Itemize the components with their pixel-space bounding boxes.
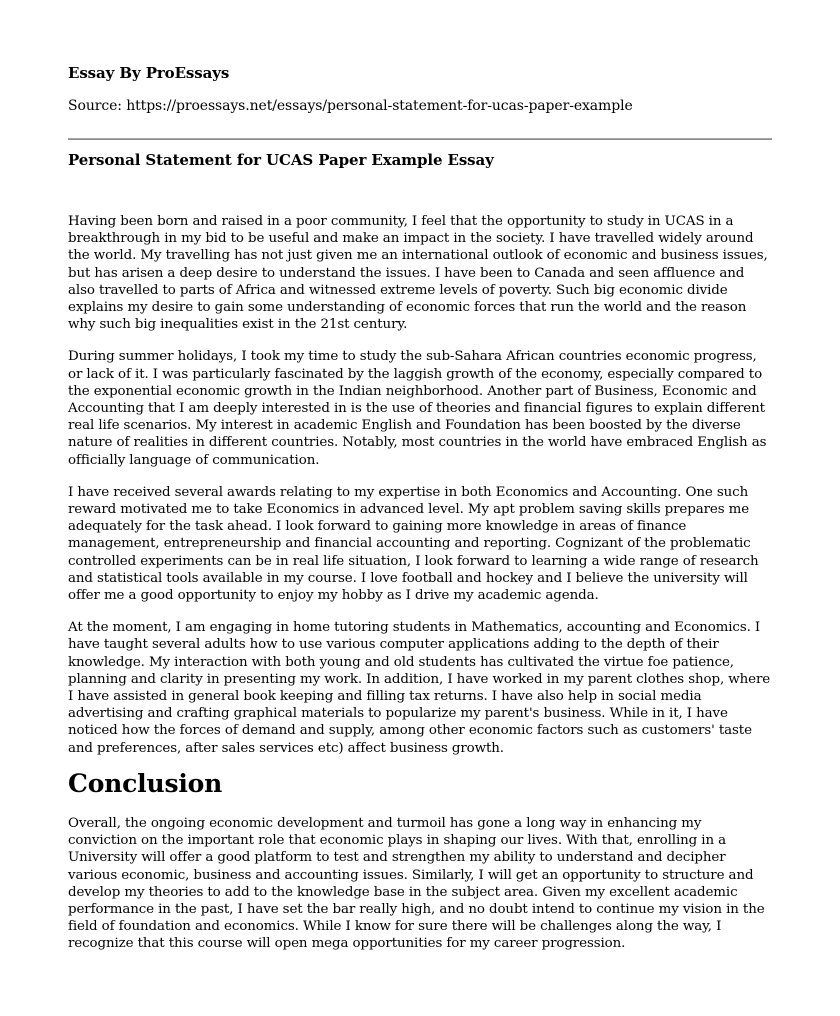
conclusion-paragraph: Overall, the ongoing economic development and turmoil has gone a long way in enhancing my conviction on the important role that economic plays in shaping our lives. With that, enrolling in a University will offer a good platform to test and strengthen my ability to understand and decipher various economic, business and accounting issues. Similarly, I will get an opportunity to structure and develop my theories to add to the knowledge base in the subject area. Given my excellent academic performance in the past, I have set the bar really high, and no doubt intend to continue my vision in the field of foundation and economics. While I know for sure there will be challenges along the way, I recognize that this course will open mega opportunities for my career progression.	[68, 815, 765, 952]
page-title: Personal Statement for UCAS Paper Example Essay	[68, 151, 494, 169]
essay-paragraph: At the moment, I am engaging in home tutoring students in Mathematics, accounting and Economics. I have taught several adults how to use various computer applications adding to the depth of their knowledge. My interaction with both young and old students has cultivated the virtue foe patience, planning and clarity in presenting my work. In addition, I have worked in my parent clothes shop, where I have assisted in general book keeping and filling tax returns. I have also help in social media advertising and crafting graphical materials to popularize my parent's business. While in it, I have noticed how the forces of demand and supply, among other economic factors such as customers' taste and preferences, after sales services etc) affect business growth.	[68, 620, 771, 756]
essay-paragraph: During summer holidays, I took my time to study the sub-Sahara African countries economic progress, or lack of it. I was particularly fascinated by the laggish growth of the economy, especially compared to the exponential economic growth in the Indian neighborhood. Another part of Business, Economic and Accounting that I am deeply interested in is the use of theories and financial figures to explain different real life scenarios. My interest in academic English and Foundation has been boosted by the diverse nature of realities in different countries. Notably, most countries in the world have embraced English as officially language of communication.	[68, 349, 767, 468]
essay-body	[68, 213, 772, 953]
essay-paragraph: I have received several awards relating to my expertise in both Economics and Accounting. One such reward motivated me to take Economics in advanced level. My apt problem saving skills prepares me adequately for the task ahead. I look forward to gaining more knowledge in areas of finance management, entrepreneurship and financial accounting and reporting. Cognizant of the problematic controlled experiments can be in real life situation, I look forward to learning a wide range of research and statistical tools available in my course. I love football and hockey and I believe the university will offer me a good opportunity to enjoy my hobby as I drive my academic agenda.	[68, 484, 759, 604]
essay-source-url: Source: https://proessays.net/essays/personal-statement-for-ucas-paper-example	[68, 98, 633, 114]
essay-paragraph: Having been born and raised in a poor community, I feel that the opportunity to study in UCAS in a breakthrough in my bid to be useful and make an impact in the society. I have travelled widely around the world. My travelling has not just given me an international outlook of economic and business issues, but has arisen a deep desire to understand the issues. I have been to Canada and seen affluence and also travelled to parts of Africa and witnessed extreme levels of poverty. Such big economic divide explains my desire to gain some understanding of economic forces that run the world and the reason why such big inequalities exist in the 21st century.	[68, 214, 768, 333]
conclusion-heading: Conclusion	[68, 768, 223, 798]
essay-author: Essay By ProEssays	[68, 64, 230, 82]
divider	[68, 138, 772, 140]
